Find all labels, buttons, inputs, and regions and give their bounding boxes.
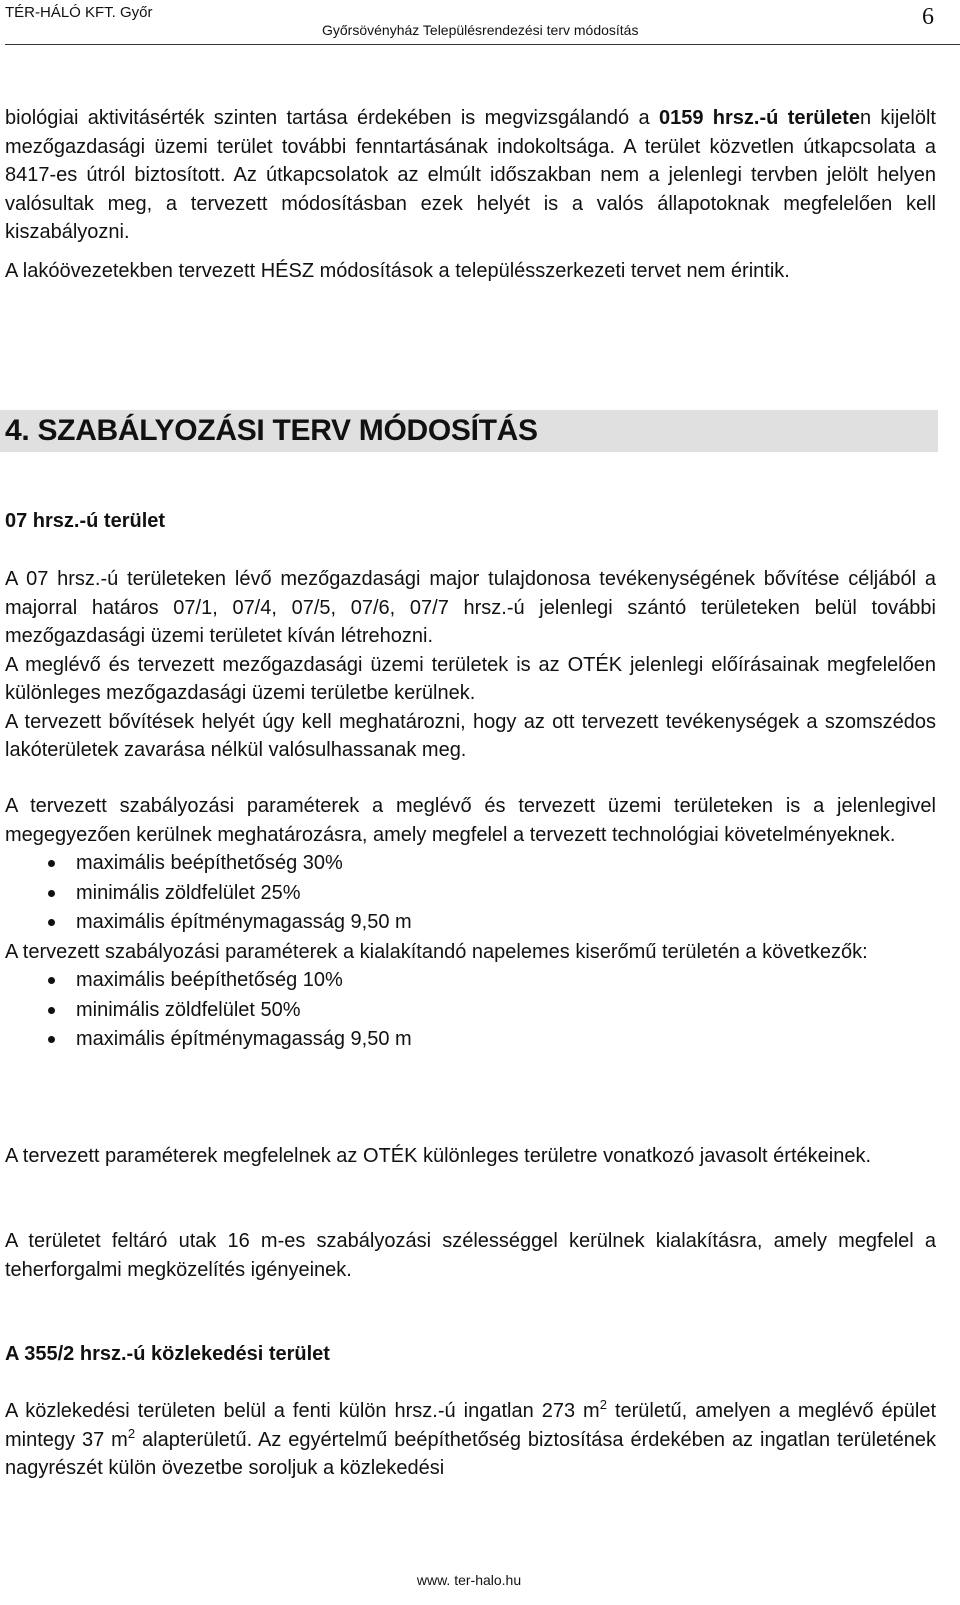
text-run: biológiai aktivitásérték szinten tartása érdekében is megvizsgálandó a [5, 107, 659, 129]
section-heading-bar [0, 410, 938, 452]
text-run: n kijelölt mezőgazdasági üzemi terület további fenntartásának indokoltsága. A terület közvetlen útkapcsolata a 8417-es útról biztosított. Az útkapcsolatok az elmúlt időszakban nem a jelenlegi tervben jelölt helyen valósultak meg, a tervezett módosításban ezek helyét is a valós állapotoknak megfelelően kell kiszabályozni. [5, 107, 936, 243]
subheading-07: 07 hrsz.-ú terület [5, 510, 166, 532]
text-run: A közlekedési területen belül a fenti külön hrsz.-ú ingatlan 273 m [5, 1400, 600, 1422]
area355-paragraph-1 [5, 1397, 936, 1483]
page-footer: www. ter-halo.hu [416, 1572, 522, 1588]
area07-text-4 [5, 1227, 936, 1284]
text-run: alapterületű. Az egyértelmű beépíthetőség biztosítása érdekében az ingatlan területének nagyrészét külön övezetbe soroljuk a közlekedési [5, 1428, 936, 1479]
page-header [5, 0, 960, 45]
area07-text-2 [5, 792, 936, 1055]
area07-paragraph-3: A tervezett bővítések helyét úgy kell meghatározni, hogy az ott tervezett tevékenységek a szomszédos lakóterületek zavarása nélkül valósulhassanak meg. [5, 710, 936, 761]
page-number: 6 [922, 4, 934, 30]
superscript: 2 [127, 1425, 136, 1441]
list-item: maximális beépíthetőség 30% [5, 849, 936, 879]
list-item: maximális beépíthetőség 10% [5, 966, 936, 996]
list-item: minimális zöldfelület 50% [5, 996, 936, 1026]
intro-paragraph-1 [5, 104, 936, 247]
intro-paragraph-2: A lakóövezetekben tervezett HÉSZ módosítások a településszerkezeti tervet nem érintik. [5, 259, 790, 282]
bold-run: 0159 hrsz.-ú területe [658, 107, 860, 129]
header-company: TÉR-HÁLÓ KFT. Győr [5, 4, 153, 21]
subheading-355: A 355/2 hrsz.-ú közlekedési terület [5, 1343, 330, 1365]
area07-paragraph-6: A tervezett paraméterek megfelelnek az OTÉK különleges területre vonatkozó javasolt értékeinek. [5, 1145, 872, 1167]
list-item: maximális építménymagasság 9,50 m [5, 908, 936, 938]
header-title: Győrsövényház Településrendezési terv módosítás [322, 22, 639, 38]
intro-section [5, 104, 936, 285]
area07-text-1 [5, 565, 936, 765]
area07-paragraph-1: A 07 hrsz.-ú területeken lévő mezőgazdasági major tulajdonosa tevékenységének bővítése céljából a majorral határos 07/1, 07/4, 07/5, 07/6, 07/7 hrsz.-ú jelenlegi szántó területeken belül további mezőgazdasági üzemi területet kíván létrehozni. [5, 568, 936, 647]
area07-paragraph-4: A tervezett szabályozási paraméterek a meglévő és tervezett üzemi területeken is a jelenlegivel megegyezően kerülnek meghatározásra, amely megfelel a tervezett technológiai követelményeknek. [5, 795, 936, 846]
area07-paragraph-2: A meglévő és tervezett mezőgazdasági üzemi területek is az OTÉK jelenlegi előírásainak megfelelően különleges mezőgazdasági üzemi területbe kerülnek. [5, 653, 936, 704]
text-run: területű, amelyen a meglévő épület mintegy 37 m [5, 1400, 936, 1451]
area355-text [5, 1397, 936, 1483]
section-title: 4. SZABÁLYOZÁSI TERV MÓDOSÍTÁS [5, 414, 538, 447]
parameter-list-2 [5, 966, 936, 1055]
list-item: minimális zöldfelület 25% [5, 879, 936, 909]
parameter-list-1 [5, 849, 936, 938]
superscript: 2 [599, 1397, 607, 1412]
list-item: maximális építménymagasság 9,50 m [5, 1025, 936, 1055]
area07-paragraph-5: A tervezett szabályozási paraméterek a kialakítandó napelemes kiserőmű területén a következők: [5, 940, 868, 963]
area07-text-3 [5, 1142, 936, 1171]
area07-paragraph-7: A területet feltáró utak 16 m-es szabályozási szélességgel kerülnek kialakításra, amely megfelel a teherforgalmi megközelítés igényeinek. [5, 1230, 936, 1281]
